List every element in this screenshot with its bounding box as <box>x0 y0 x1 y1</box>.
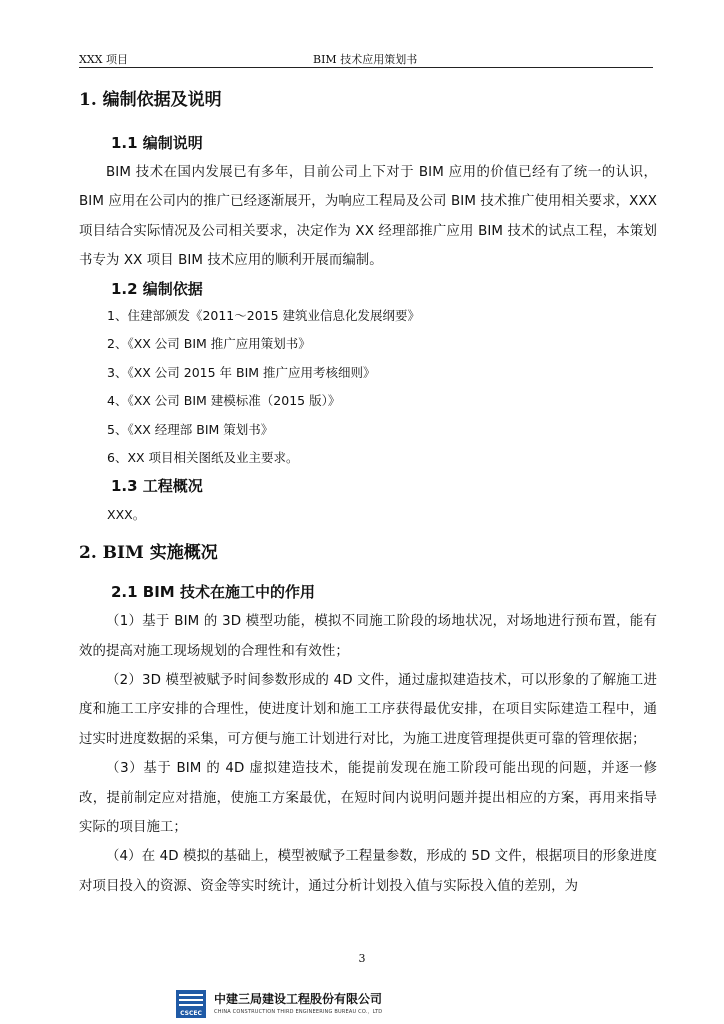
section-1-1-title: 1.1 编制说明 <box>111 134 203 152</box>
basis-list <box>79 302 657 473</box>
section-2-1-para: （2）3D 模型被赋予时间参数形成的 4D 文件，通过虚拟建造技术，可以形象的了解施工进度和施工工序安排的合理性，使进度计划和施工工序获得最优安排，在项目实际建造工程中，通过实时进度数据的采集，可方便与施工计划进行对比，为施工进度管理提供更可靠的管理依据； <box>79 672 657 747</box>
section-1-1-text: BIM 技术在国内发展已有多年，目前公司上下对于 BIM 应用的价值已经有了统一的认识， BIM 应用在公司内的推广已经逐渐展开，为响应工程局及公司 BIM 技术推广使用相关要求，XXX 项目结合实际情况及公司相关要求，决定作为 XX 经理部推广应用 BIM 技术的试点工程，本策划书专为 XX 项目 BIM 技术应用的顺利开展而编制。 <box>79 165 657 269</box>
section-1-3-title: 1.3 工程概况 <box>111 476 203 495</box>
section-2-1-para: （3）基于 BIM 的 4D 虚拟建造技术，能提前发现在施工阶段可能出现的问题，并逐一修改，提前制定应对措施，使施工方案最优，在短时间内说明问题并提出相应的方案，再用来指导实际的项目施工； <box>79 761 657 835</box>
page-header <box>79 53 653 68</box>
section-2-title: 2. BIM 实施概况 <box>79 543 218 564</box>
company-name: 中建三局建设工程股份有限公司 <box>214 992 383 1006</box>
logo-line <box>179 994 203 996</box>
logo-line <box>179 999 203 1001</box>
list-item: 6、XX 项目相关图纸及业主要求。 <box>107 450 299 466</box>
logo-line <box>179 1004 203 1006</box>
list-item: 4、《XX 公司 BIM 建模标准（2015 版）》 <box>107 393 341 409</box>
header-doc-title: BIM 技术应用策划书 <box>313 53 418 66</box>
document-body <box>79 86 657 901</box>
list-item: 5、《XX 经理部 BIM 策划书》 <box>107 421 274 437</box>
company-footer <box>176 990 416 1020</box>
section-1-3-text: XXX。 <box>107 506 146 522</box>
section-1-2-title: 1.2 编制依据 <box>111 279 203 298</box>
section-2-1-title: 2.1 BIM 技术在施工中的作用 <box>111 583 315 602</box>
section-2-1-para: （4）在 4D 模拟的基础上，模型被赋予工程量参数，形成的 5D 文件，根据项目的形象进度对项目投入的资源、资金等实时统计，通过分析计划投入值与实际投入值的差别，为 <box>79 849 657 894</box>
list-item: 2、《XX 公司 BIM 推广应用策划书》 <box>107 336 311 352</box>
company-name-en: CHINA CONSTRUCTION THIRD ENGINEERING BUREAU CO.，LTD <box>214 1009 383 1015</box>
list-item: 3、《XX 公司 2015 年 BIM 推广应用考核细则》 <box>107 364 376 380</box>
section-2-1-para: （1）基于 BIM 的 3D 模型功能，模拟不同施工阶段的场地状况，对场地进行预布置，能有效的提高对施工现场规划的合理性和有效性； <box>79 614 657 659</box>
company-logo-icon <box>176 990 206 1018</box>
section-1-title: 1. 编制依据及说明 <box>79 90 222 110</box>
header-project: XXX 项目 <box>79 53 128 66</box>
list-item: 1、住建部颁发《2011～2015 建筑业信息化发展纲要》 <box>107 307 421 323</box>
page-number: 3 <box>358 952 366 965</box>
logo-text: CSCEC <box>180 1010 202 1017</box>
